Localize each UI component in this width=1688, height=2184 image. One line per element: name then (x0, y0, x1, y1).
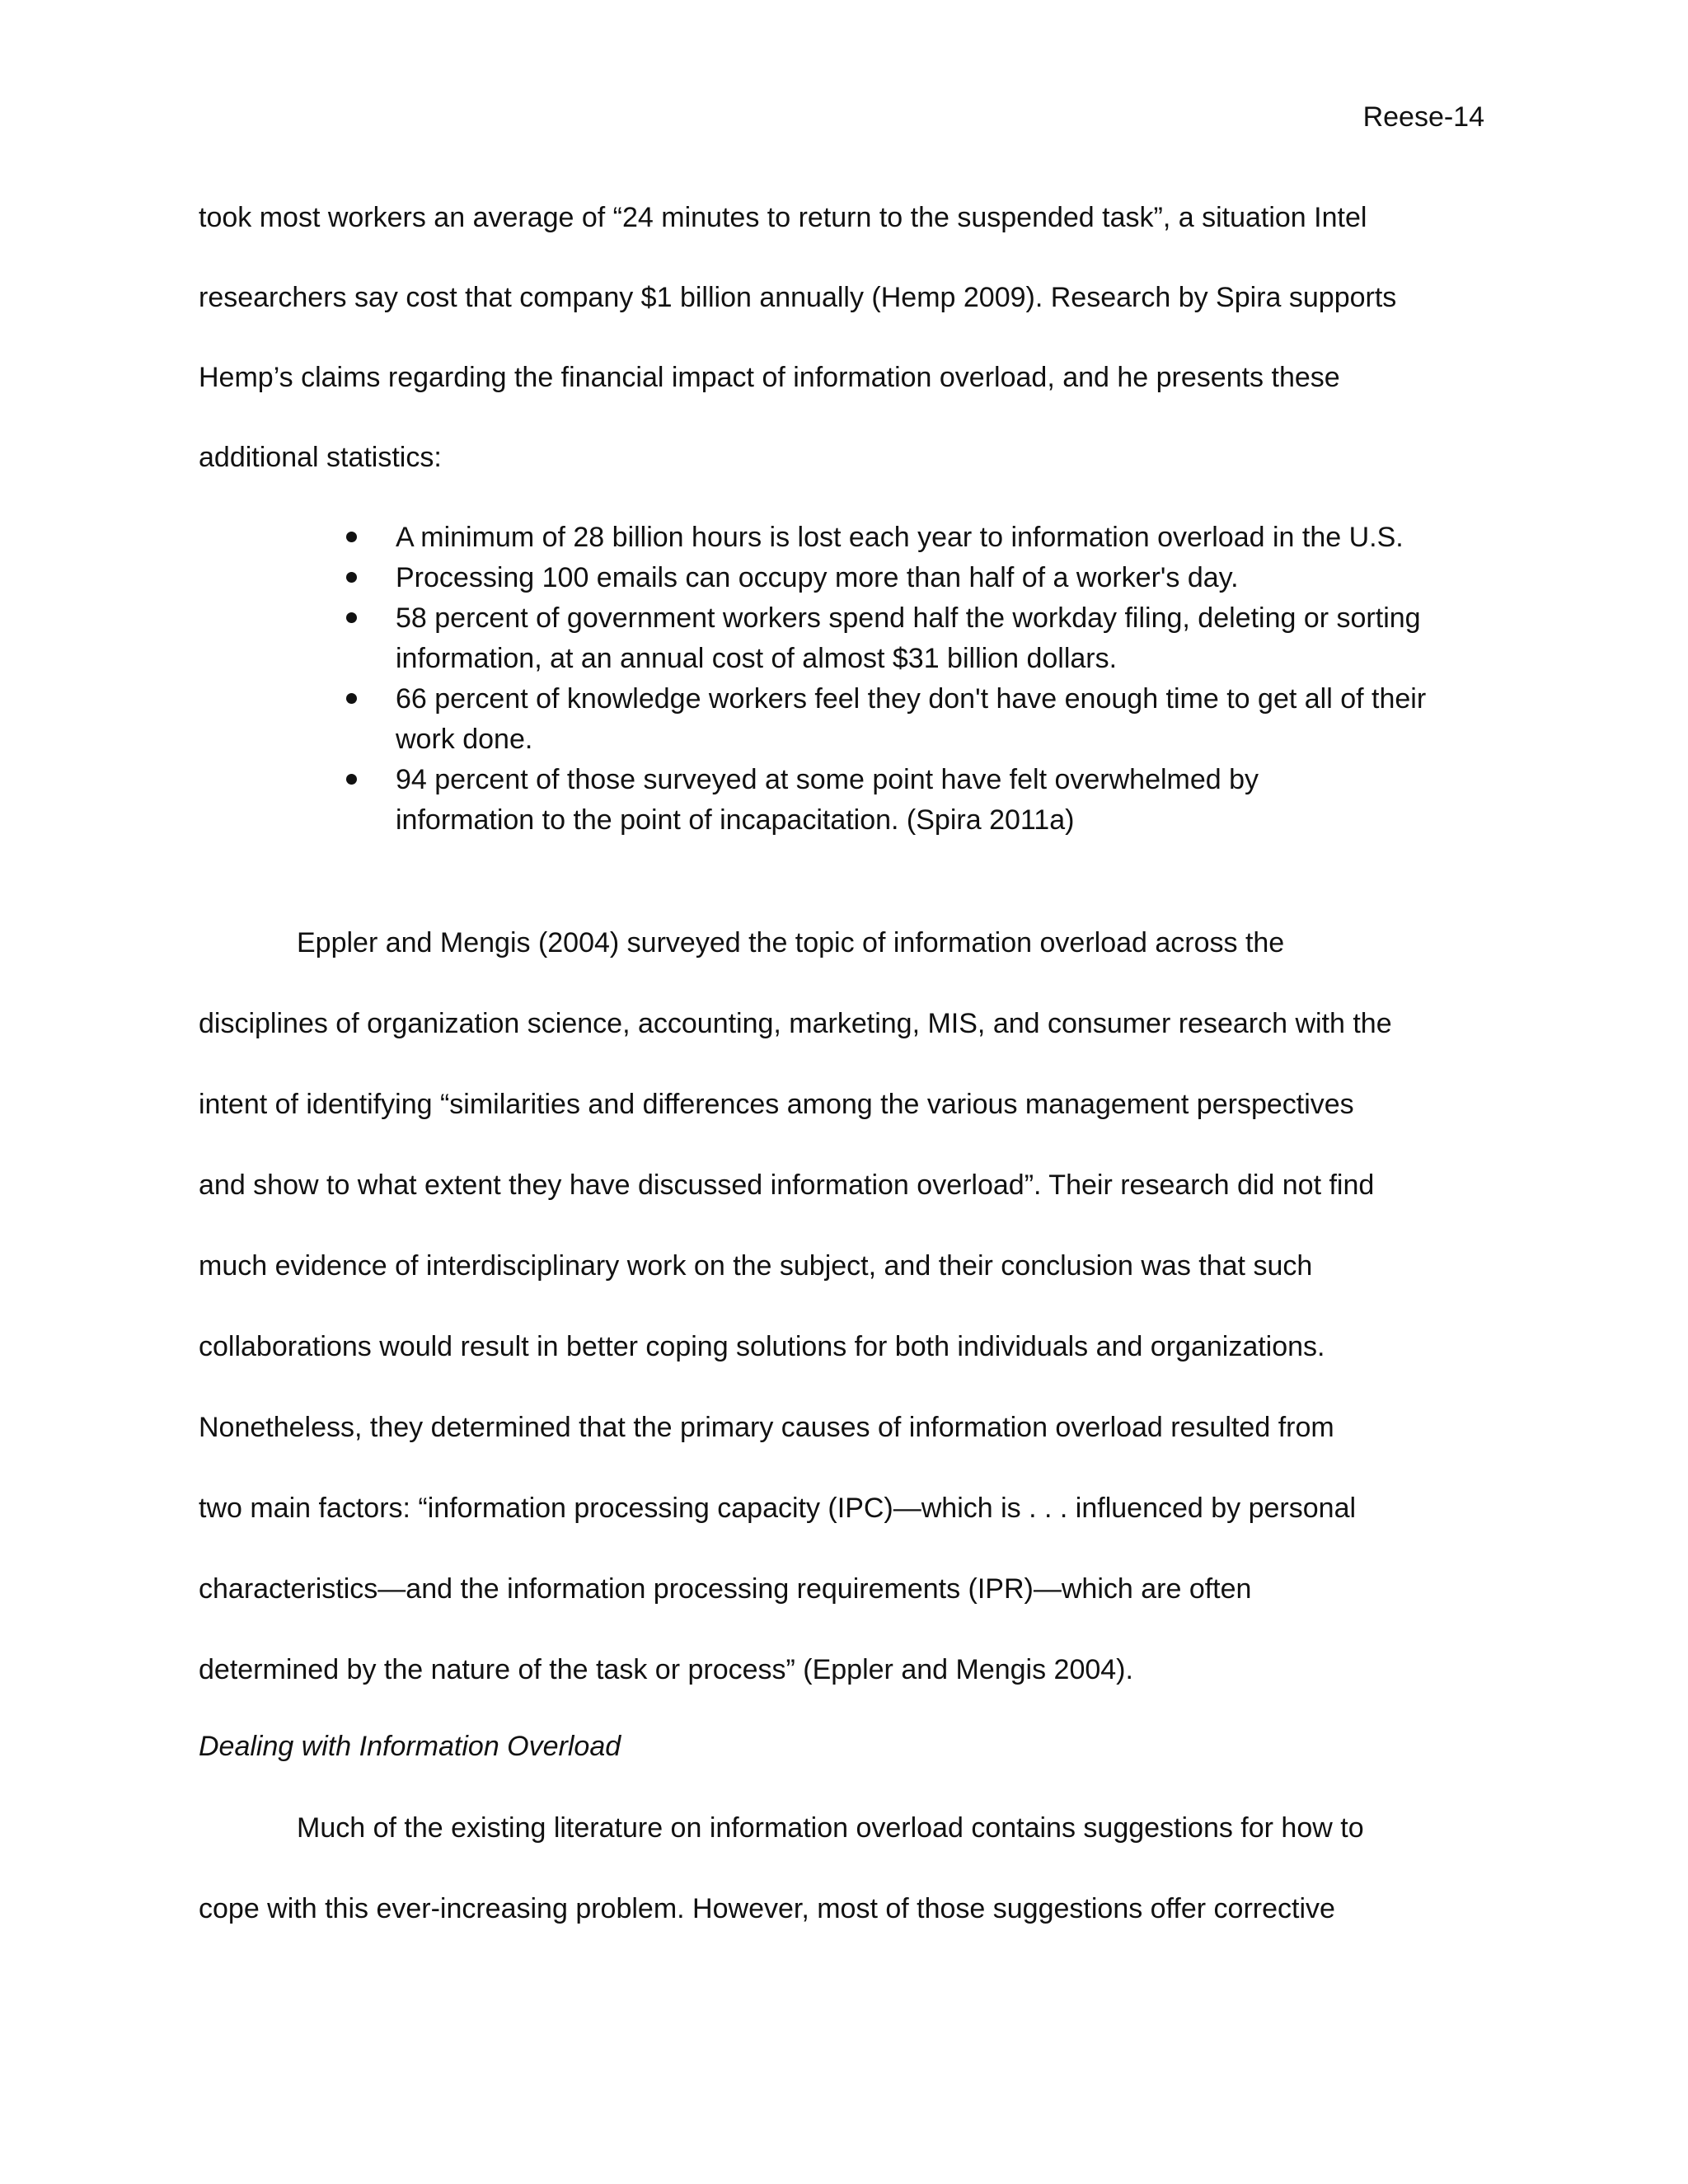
statistics-bullet-list (346, 518, 1467, 841)
paragraph-2-line: much evidence of interdisciplinary work on the subject, and their conclusion was that such (199, 1250, 1313, 1282)
paragraph-1-line: researchers say cost that company $1 billion annually (Hemp 2009). Research by Spira supports (199, 282, 1397, 313)
list-item-text: 58 percent of government workers spend half the workday filing, deleting or sorting information, at an annual cost of almost $31 billion dollars. (396, 602, 1421, 674)
paragraph-2-line: collaborations would result in better coping solutions for both individuals and organizations. (199, 1331, 1325, 1362)
bullet-icon (346, 693, 357, 704)
paragraph-2-line: and show to what extent they have discussed information overload”. Their research did not find (199, 1169, 1375, 1201)
list-item-text: Processing 100 emails can occupy more than half of a worker's day. (396, 562, 1239, 593)
paragraph-1-line: additional statistics: (199, 442, 442, 473)
paragraph-2-line: Eppler and Mengis (2004) surveyed the topic of information overload across the (297, 927, 1285, 958)
paragraph-2-line: disciplines of organization science, accounting, marketing, MIS, and consumer research with the (199, 1008, 1392, 1039)
list-item (346, 518, 1467, 558)
list-item (346, 679, 1467, 760)
list-item (346, 760, 1467, 841)
section-subheading: Dealing with Information Overload (199, 1731, 621, 1762)
paragraph-2-line: intent of identifying “similarities and differences among the various management perspectives (199, 1089, 1354, 1120)
bullet-icon (346, 774, 357, 785)
paragraph-1-line: Hemp’s claims regarding the financial impact of information overload, and he presents these (199, 362, 1340, 393)
paragraph-3-line: cope with this ever-increasing problem. However, most of those suggestions offer corrective (199, 1893, 1335, 1924)
bullet-icon (346, 572, 357, 583)
list-item (346, 558, 1467, 598)
list-item (346, 598, 1467, 679)
page-header: Reese-14 (1362, 101, 1484, 133)
list-item-text: A minimum of 28 billion hours is lost each year to information overload in the U.S. (396, 522, 1404, 553)
bullet-icon (346, 612, 357, 623)
bullet-icon (346, 532, 357, 542)
list-item-text: 94 percent of those surveyed at some point have felt overwhelmed by information to the point of incapacitation. (Spira 2011a) (396, 764, 1259, 836)
paragraph-2-line: determined by the nature of the task or process” (Eppler and Mengis 2004). (199, 1654, 1133, 1685)
list-item-text: 66 percent of knowledge workers feel they don't have enough time to get all of their work done. (396, 683, 1427, 755)
paragraph-2-line: Nonetheless, they determined that the primary causes of information overload resulted from (199, 1412, 1334, 1443)
paragraph-2-line: characteristics—and the information processing requirements (IPR)—which are often (199, 1573, 1252, 1605)
paragraph-2-line: two main factors: “information processing capacity (IPC)—which is . . . influenced by personal (199, 1493, 1357, 1524)
paragraph-3-line: Much of the existing literature on information overload contains suggestions for how to (297, 1812, 1364, 1844)
paragraph-1-line: took most workers an average of “24 minutes to return to the suspended task”, a situation Intel (199, 202, 1367, 233)
